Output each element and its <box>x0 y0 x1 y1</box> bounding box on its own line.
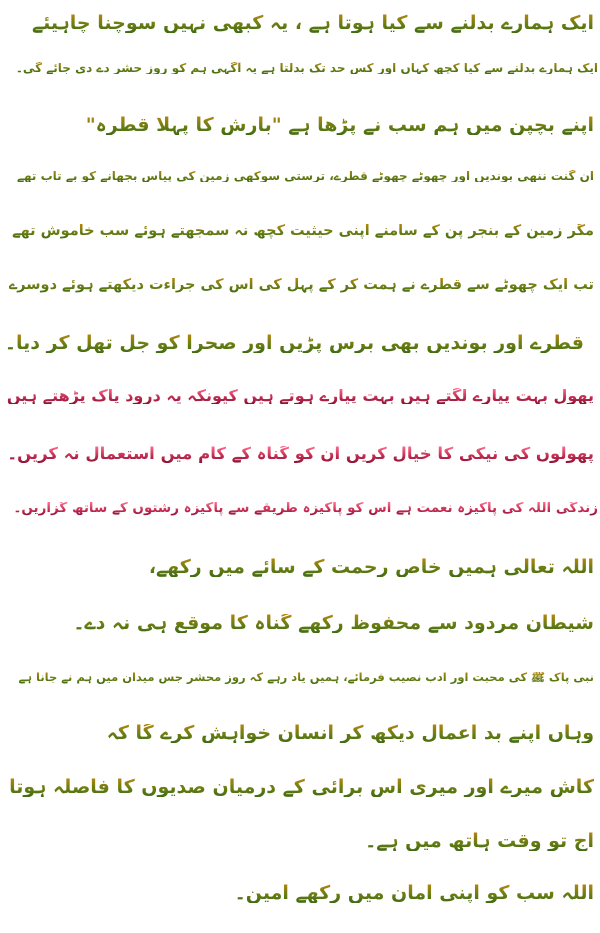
text-line-2: ایک ہمارے بدلنے سے کیا کچھ کہاں اور کس حد تک بدلتا ہے یہ آگہی ہم کو روز حشر دے دی جائے گی۔ <box>15 61 598 75</box>
text-line-13: نبی پاک ﷺ کی محبت اور ادب نصیب فرمائے، ہمیں یاد رہے کہ روز محشر جس میدان میں ہم نے جانا ہے <box>18 670 594 684</box>
text-line-14: وہاں اپنے بد اعمال دیکھ کر انسان خواہش کرے گا کہ <box>106 722 594 744</box>
text-line-6: تب ایک چھوٹے سے قطرے نے ہمت کر کے پہل کی اس کی جراءت دیکھتے ہوئے دوسرے <box>8 277 594 293</box>
text-line-11: اللہ تعالی ہمیں خاص رحمت کے سائے میں رکھے، <box>148 556 594 578</box>
text-line-15: کاش میرے اور میری اس برائی کے درمیان صدیوں کا فاصلہ ہوتا <box>9 776 594 798</box>
text-line-3: اپنے بچپن میں ہم سب نے پڑھا ہے "بارش کا پہلا قطرہ" <box>85 114 594 136</box>
text-line-5: مگر زمین کے بنجر پن کے سامنے اپنی حیثیت کچھ نہ سمجھتے ہوئے سب خاموش تھے <box>12 223 594 239</box>
text-line-8: پھول بہت پیارے لگتے ہیں بہت پیارے ہوتے ہیں کیونکہ یہ درود پاک پڑھتے ہیں <box>6 386 594 405</box>
text-line-12: شیطان مردود سے محفوظ رکھے گناہ کا موقع ہی نہ دے۔ <box>73 612 594 634</box>
text-line-16: آج تو وقت ہاتھ میں ہے۔ <box>365 830 594 852</box>
text-line-7: قطرے اور بوندیں بھی برس پڑیں اور صحرا کو جل تھل کر دیا۔ <box>4 332 584 354</box>
text-line-10: زندگی اللہ کی پاکیزہ نعمت ہے اس کو پاکیزہ طریقے سے پاکیزہ رشتوں کے ساتھ گزاریں۔ <box>13 500 598 516</box>
text-line-4: ان گنت ننھی بوندیں اور چھوٹے چھوٹے قطرے، ترستی سوکھی زمین کی پیاس بجھانے کو بے تاب تھے <box>16 169 594 183</box>
text-line-1: ایک ہمارے بدلنے سے کیا ہوتا ہے ، یہ کبھی نہیں سوچنا چاہیئے <box>32 12 594 34</box>
text-line-9: پھولوں کی نیکی کا خیال کریں ان کو گناہ کے کام میں استعمال نہ کریں۔ <box>7 444 594 463</box>
text-line-17: اللہ سب کو اپنی امان میں رکھے آمین۔ <box>234 882 594 904</box>
